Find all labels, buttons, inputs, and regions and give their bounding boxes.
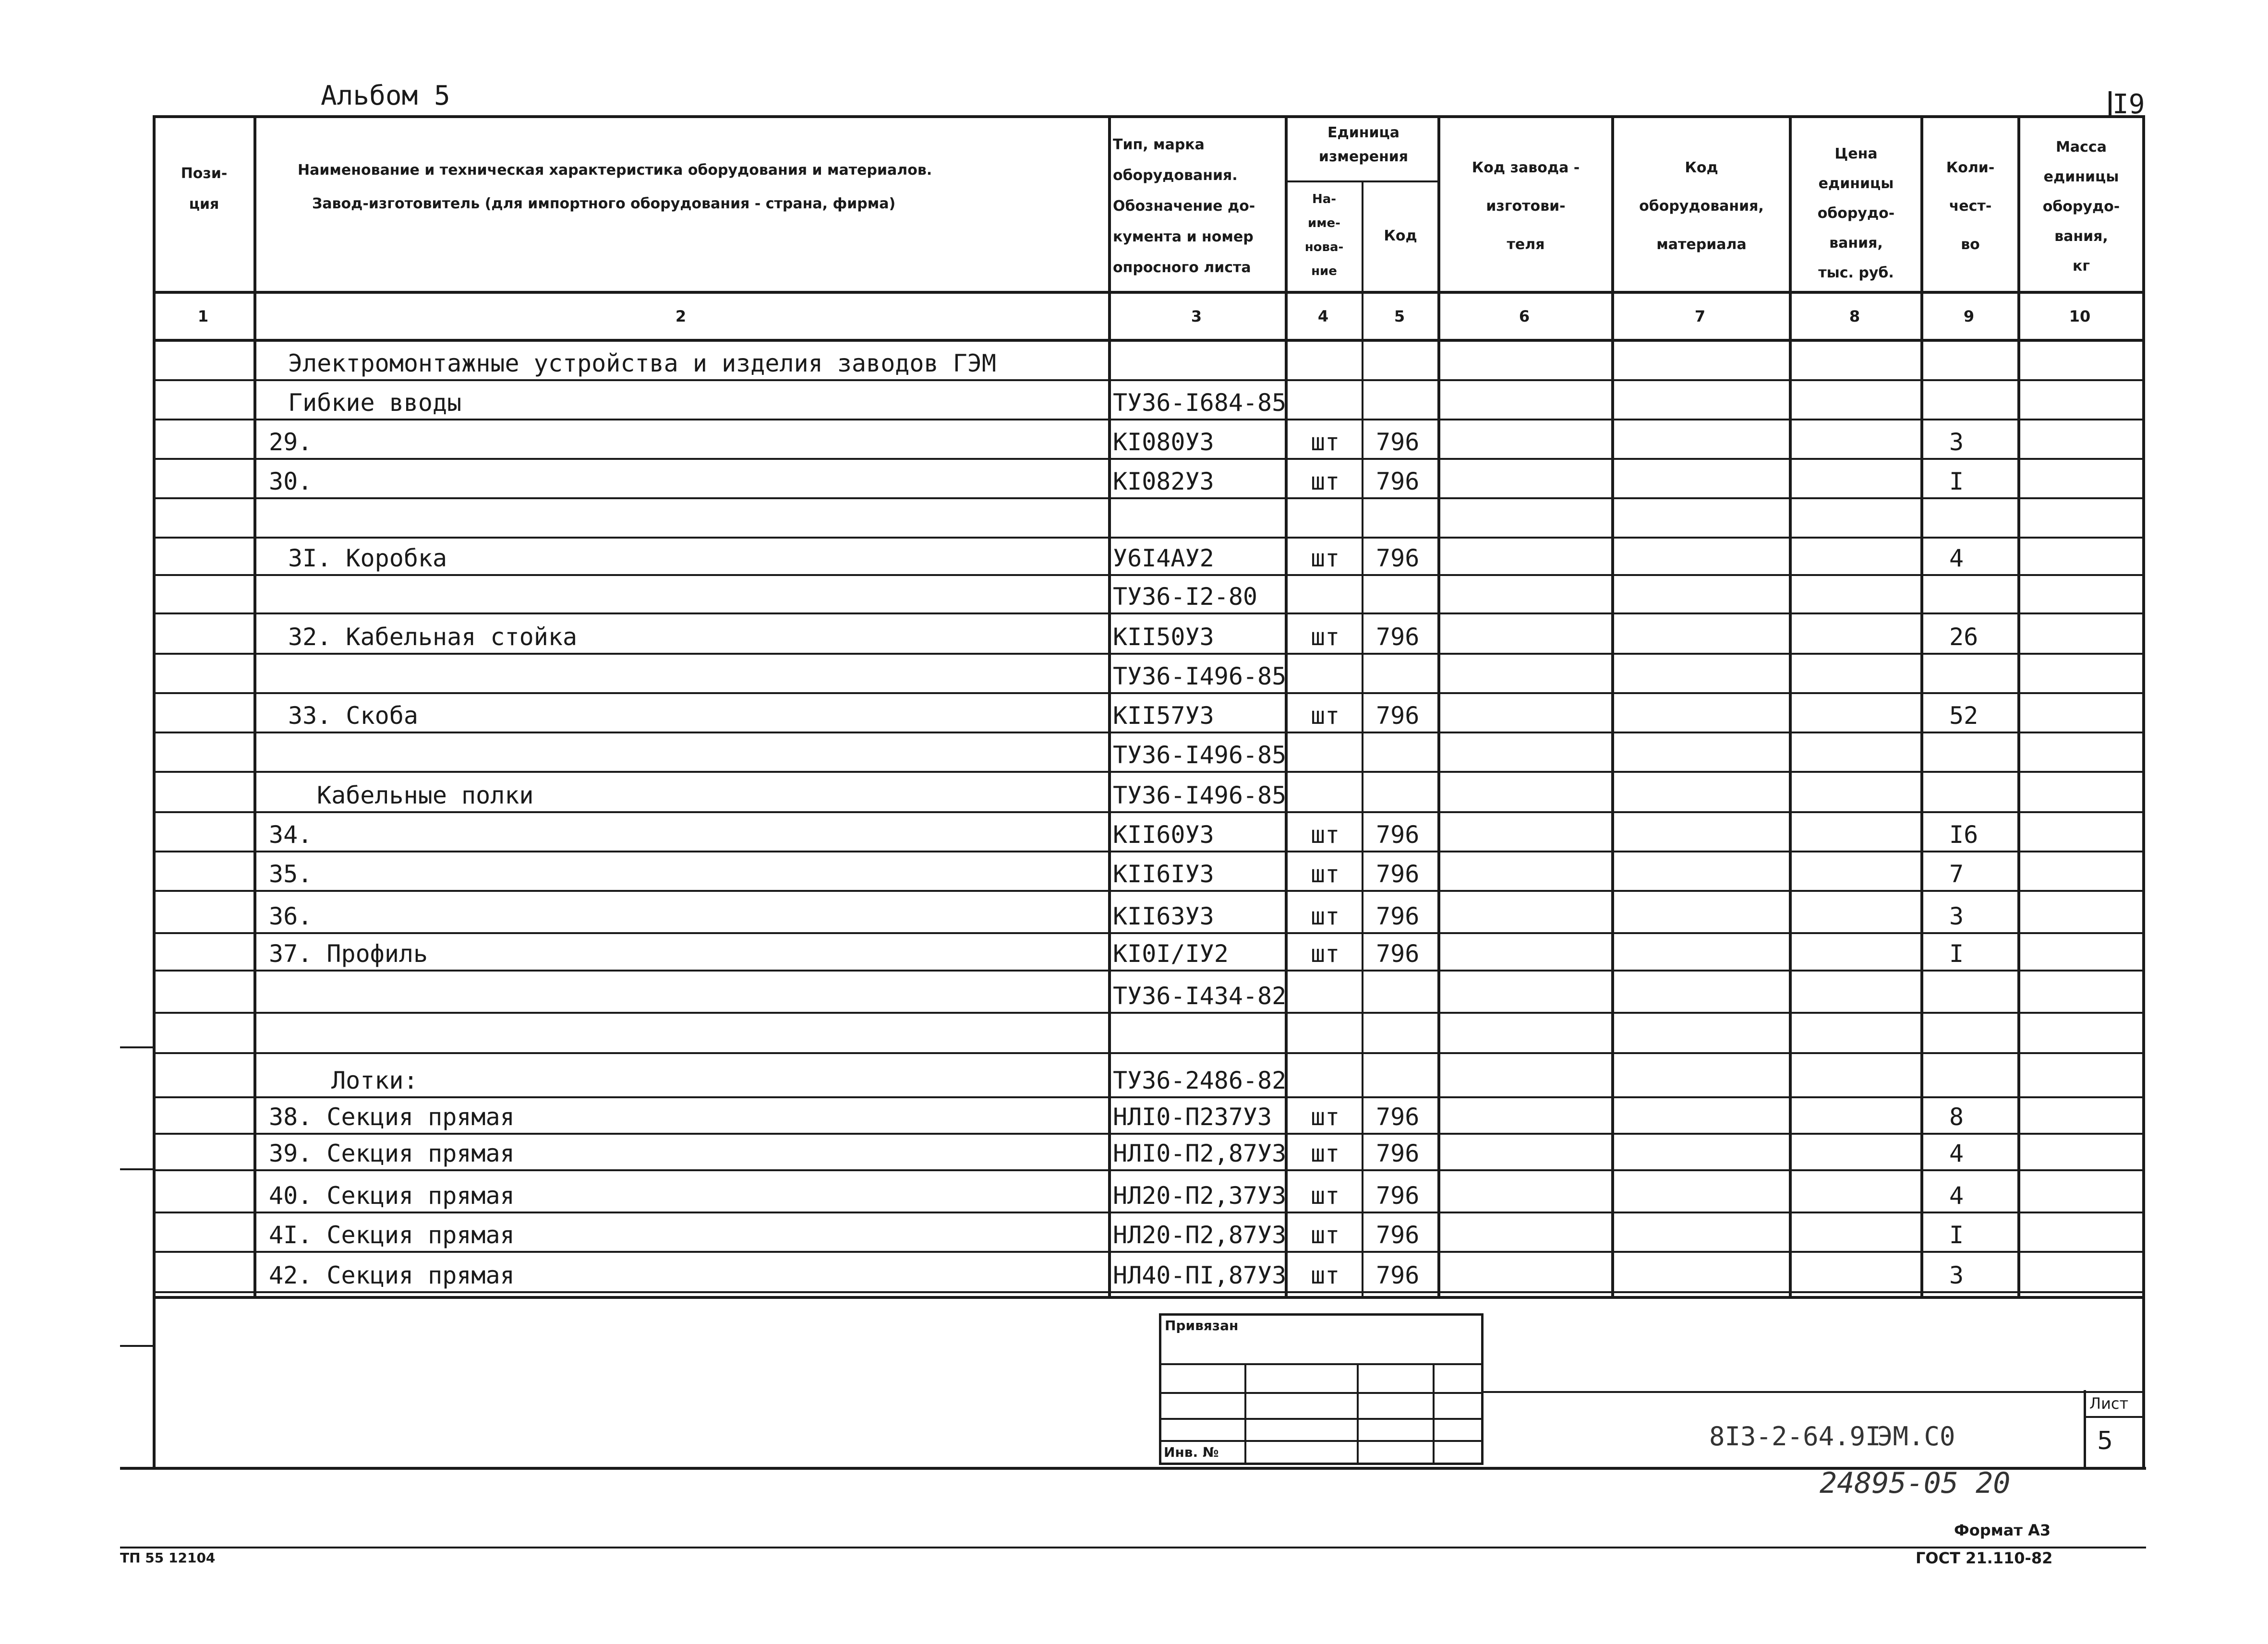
footer-format: Формат А3 (1954, 1521, 2051, 1539)
row-name: 42. Секция прямая (269, 1261, 515, 1289)
col-header-price: Цена единицы оборудо- вания, тыс. руб. (1817, 145, 1895, 281)
row-quantity: 3 (1949, 428, 1964, 456)
row-name: 3I. Коробка (288, 544, 447, 572)
col-header-type: Тип, марка оборудования. Обозначение до- кумента и номер опросного листа (1113, 136, 1255, 276)
row-quantity: 8 (1949, 1103, 1964, 1131)
document-code: 8I3-2-64.9I (1709, 1421, 1881, 1452)
row-name: 37. Профиль (269, 940, 428, 968)
row-quantity: 7 (1949, 860, 1964, 888)
row-quantity: I (1949, 1221, 1964, 1249)
row-unit: шт (1311, 1103, 1340, 1131)
sheet-corner-number: I9 (2112, 89, 2145, 120)
col-header-equipment-code: Код оборудования, материала (1639, 159, 1764, 253)
row-name: Кабельные полки (317, 781, 534, 809)
row-name: Лотки: (331, 1067, 418, 1094)
column-number: 8 (1849, 307, 1860, 325)
row-quantity: 52 (1949, 702, 1978, 730)
row-unit-code: 796 (1376, 623, 1420, 651)
row-name: Электромонтажные устройства и изделия заводов ГЭМ (288, 349, 997, 377)
row-type: НЛ40-ПI,87У3 (1113, 1261, 1287, 1289)
row-name: 34. (269, 821, 313, 849)
row-unit-code: 796 (1376, 1140, 1420, 1167)
row-unit: шт (1311, 623, 1340, 651)
row-type: ТУ36-I496-85 (1113, 781, 1287, 809)
handwritten-registration: 24895-05 20 (1820, 1466, 2011, 1500)
column-number: 3 (1191, 307, 1202, 325)
col-header-unit-name: На- име- нова- ние (1304, 192, 1344, 278)
row-name: 30. (269, 468, 313, 495)
row-unit: шт (1311, 940, 1340, 968)
row-unit: шт (1311, 544, 1340, 572)
row-name: 29. (269, 428, 313, 456)
row-type: КII6IУ3 (1113, 860, 1214, 888)
row-type: КII57У3 (1113, 702, 1214, 730)
row-unit-code: 796 (1376, 1261, 1420, 1289)
row-name: 39. Секция прямая (269, 1140, 515, 1167)
row-quantity: I6 (1949, 821, 1978, 849)
album-title: Альбом 5 (321, 80, 450, 111)
sheet-number: 5 (2097, 1427, 2113, 1455)
column-number: 9 (1963, 307, 1975, 325)
row-type: НЛI0-П237У3 (1113, 1103, 1272, 1131)
row-unit: шт (1311, 860, 1340, 888)
row-quantity: 26 (1949, 623, 1978, 651)
row-type: КI0I/IУ2 (1113, 940, 1229, 968)
row-unit-code: 796 (1376, 1182, 1420, 1210)
row-unit: шт (1311, 821, 1340, 849)
approval-stamp-box (1159, 1313, 1484, 1465)
row-quantity: 3 (1949, 902, 1964, 930)
row-unit: шт (1311, 1261, 1340, 1289)
row-name: 38. Секция прямая (269, 1103, 515, 1131)
col-header-unit: Единица измерения (1318, 124, 1409, 165)
row-unit: шт (1311, 1182, 1340, 1210)
row-unit: шт (1311, 902, 1340, 930)
row-unit: шт (1311, 1140, 1340, 1167)
row-quantity: I (1949, 468, 1964, 495)
row-name: Гибкие вводы (288, 389, 462, 417)
row-unit-code: 796 (1376, 428, 1420, 456)
row-quantity: I (1949, 940, 1964, 968)
stamp-inventory-number: Инв. № (1164, 1444, 1219, 1460)
row-unit-code: 796 (1376, 1103, 1420, 1131)
row-unit-code: 796 (1376, 702, 1420, 730)
row-type: У6I4АУ2 (1113, 544, 1214, 572)
footer-gost: ГОСТ 21.110-82 (1916, 1549, 2053, 1567)
document-mark: ЭМ.С0 (1877, 1421, 1955, 1452)
row-unit: шт (1311, 468, 1340, 495)
row-type: ТУ36-I496-85 (1113, 662, 1287, 690)
row-quantity: 4 (1949, 544, 1964, 572)
row-name: 32. Кабельная стойка (288, 623, 578, 651)
row-unit-code: 796 (1376, 860, 1420, 888)
row-name: 40. Секция прямая (269, 1182, 515, 1210)
row-type: КII63У3 (1113, 902, 1214, 930)
column-number: 5 (1394, 307, 1405, 325)
row-name: 35. (269, 860, 313, 888)
column-number: 7 (1694, 307, 1706, 325)
column-number: 1 (197, 307, 209, 325)
row-unit-code: 796 (1376, 1221, 1420, 1249)
row-type: ТУ36-I434-82 (1113, 982, 1287, 1010)
row-type: КII50У3 (1113, 623, 1214, 651)
stamp-privyazan: Привязан (1165, 1318, 1239, 1333)
row-unit-code: 796 (1376, 821, 1420, 849)
column-number: 4 (1317, 307, 1329, 325)
row-quantity: 4 (1949, 1182, 1964, 1210)
sheet-label: Лист (2089, 1394, 2129, 1413)
row-type: ТУ36-I684-85 (1113, 389, 1287, 417)
row-type: КI082У3 (1113, 468, 1214, 495)
col-header-quantity: Коли- чест- во (1946, 159, 1995, 253)
row-name: 4I. Секция прямая (269, 1221, 515, 1249)
row-unit: шт (1311, 702, 1340, 730)
row-type: НЛI0-П2,87У3 (1113, 1140, 1287, 1167)
row-type: КII60У3 (1113, 821, 1214, 849)
column-number: 6 (1519, 307, 1530, 325)
row-type: ТУ36-I2-80 (1113, 583, 1258, 611)
col-header-mass: Масса единицы оборудо- вания, кг (2042, 139, 2120, 275)
row-quantity: 3 (1949, 1261, 1964, 1289)
row-type: НЛ20-П2,37У3 (1113, 1182, 1287, 1210)
row-quantity: 4 (1949, 1140, 1964, 1167)
row-type: КI080У3 (1113, 428, 1214, 456)
col-header-position: Пози- ция (181, 165, 228, 213)
row-name: 36. (269, 902, 313, 930)
row-unit-code: 796 (1376, 468, 1420, 495)
row-unit: шт (1311, 1221, 1340, 1249)
row-unit-code: 796 (1376, 902, 1420, 930)
column-number: 10 (2069, 307, 2091, 325)
row-unit: шт (1311, 428, 1340, 456)
row-name: 33. Скоба (288, 702, 418, 730)
footer-project-number: ТП 55 12104 (120, 1550, 216, 1566)
row-type: ТУ36-I496-85 (1113, 741, 1287, 769)
row-type: НЛ20-П2,87У3 (1113, 1221, 1287, 1249)
col-header-factory-code: Код завода - изготови- теля (1472, 159, 1580, 253)
column-number: 2 (675, 307, 687, 325)
row-unit-code: 796 (1376, 940, 1420, 968)
col-header-name: Наименование и техническая характеристика оборудования и материалов. Завод-изготовитель (для импортного оборудования - страна, фирма) (298, 162, 932, 212)
col-header-unit-code: Код (1384, 228, 1417, 244)
row-type: ТУ36-2486-82 (1113, 1067, 1287, 1094)
row-unit-code: 796 (1376, 544, 1420, 572)
